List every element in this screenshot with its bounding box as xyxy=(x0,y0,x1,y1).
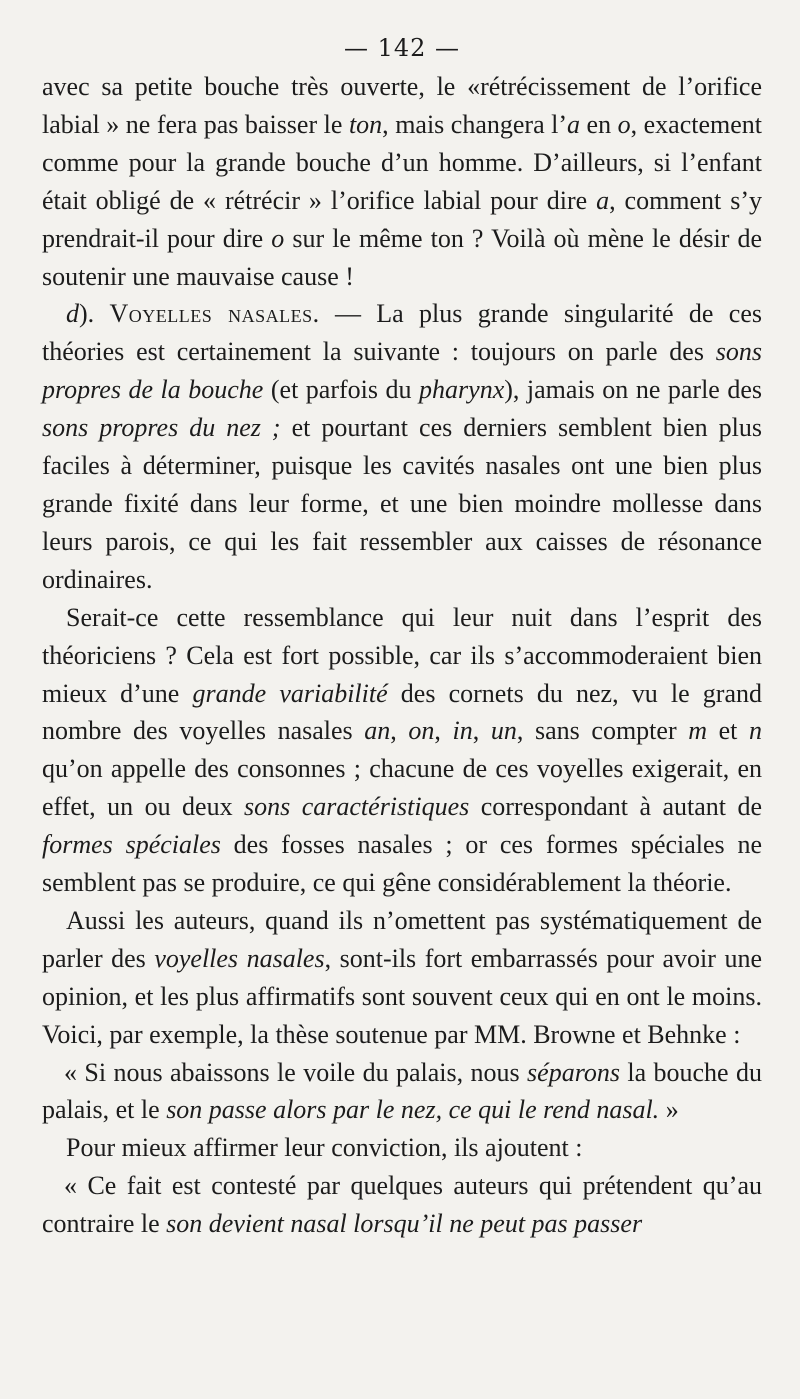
paragraph-ressemblance: Serait-ce cette ressemblance qui leur nuit dans l’esprit des théoriciens ? Cela est fort possible, car ils s’accommoderaient bien mieux d’une grande variabilité des cornets du nez, vu le grand nombre des voyelles nasales an, on, in, un, sans compter m et n qu’on appelle des consonnes ; chacune de ces voyelles exigerait, en effet, un ou deux sons caractéristiques correspondant à autant de formes spéciales des fosses nasales ; or ces formes spéciales ne semblent pas se produire, ce qui gêne considérablement la théorie. xyxy=(42,602,763,898)
paragraph-auteurs: Aussi les auteurs, quand ils n’omettent pas systématiquement de parler des voyelles nasales, sont-ils fort embarrassés pour avoir une opinion, et les plus affirmatifs sont souvent ceux qui en ont le moins. Voici, par exemple, la thèse soutenue par MM. Browne et Behnke : xyxy=(42,905,762,1049)
paragraph-conviction: Pour mieux affirmer leur conviction, ils ajoutent : xyxy=(66,1133,583,1163)
quote-conteste: « Ce fait est contesté par quelques auteurs qui prétendent qu’au contraire le son devient nasal lorsqu’il ne peut pas passer xyxy=(42,1171,762,1239)
paragraph-voyelles-nasales: d). Voyelles nasales. — La plus grande singularité de ces théories est certainement la suivante : toujours on parle des sons propres de la bouche (et parfois du pharynx), jamais on ne parle des sons propres du nez ; et pourtant ces derniers semblent bien plus faciles à déterminer, puisque les cavités nasales ont une bien plus grande fixité dans leur forme, et une bien moindre mollesse dans leurs parois, ce qui les fait ressembler aux caisses de résonance ordinaires. xyxy=(42,299,763,594)
paragraph-continuation: avec sa petite bouche très ouverte, le «rétrécissement de l’orifice labial » ne fera pas baisser le ton, mais changera l’a en o, exactement comme pour la grande bouche d’un homme. D’ailleurs, si l’enfant était obligé de « rétrécir » l’orifice labial pour dire a, comment s’y prendrait-il pour dire o sur le même ton ? Voilà où mène le désir de soutenir une mauvaise cause ! xyxy=(42,72,763,291)
page-number: — 142 — xyxy=(343,34,461,62)
quote-browne-behnke: « Si nous abaissons le voile du palais, nous séparons la bouche du palais, et le son passe alors par le nez, ce qui le rend nasal. » xyxy=(42,1057,762,1125)
